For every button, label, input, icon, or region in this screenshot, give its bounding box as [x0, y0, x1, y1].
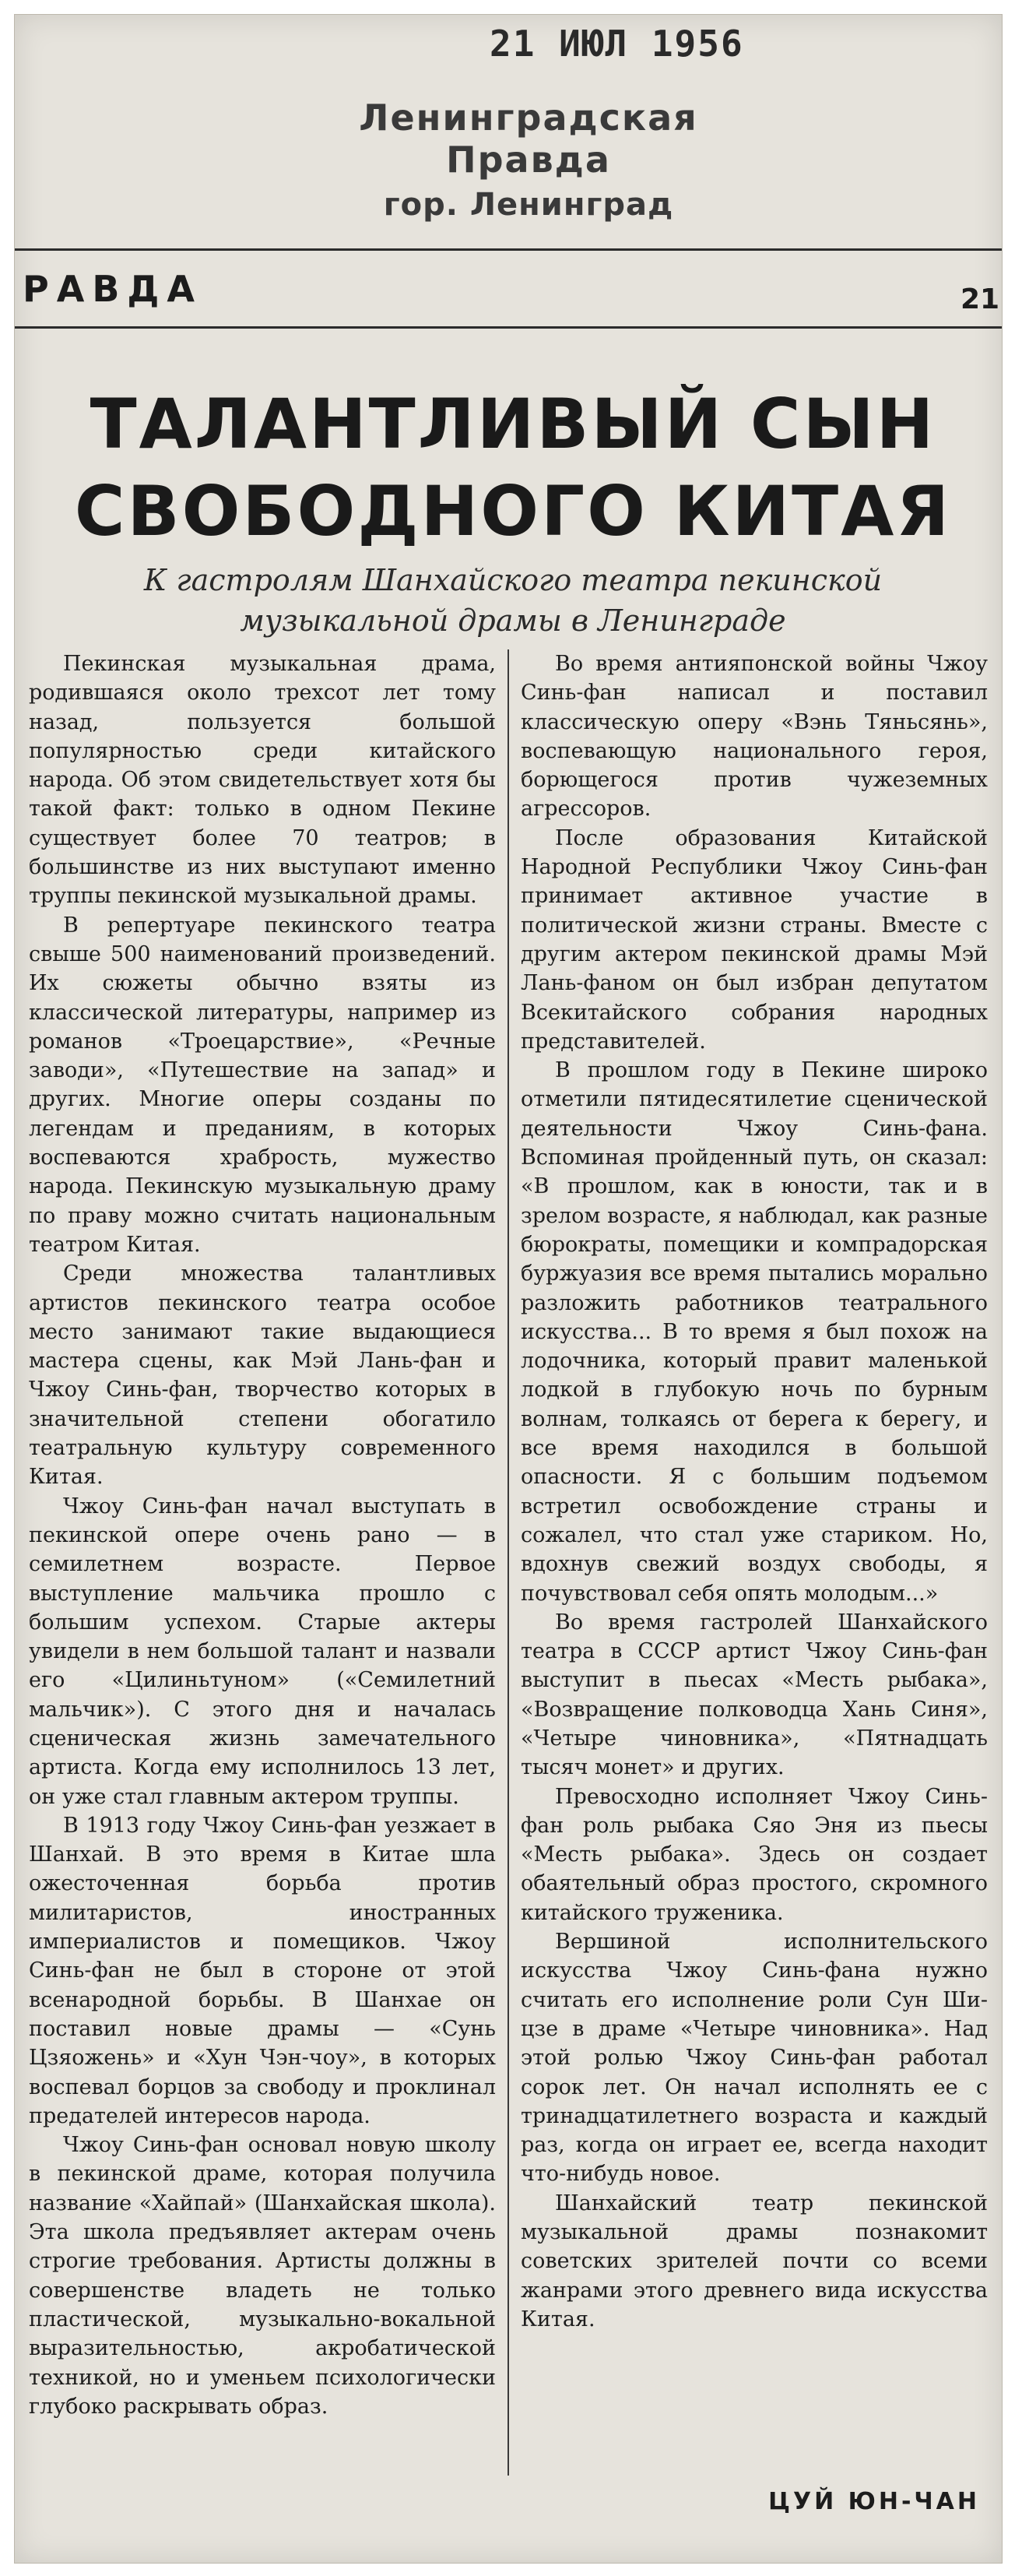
paragraph: Во время антияпонской войны Чжоу Синь-фан написал и поставил классическую оперу «Вэнь Тяньсянь», воспевающую национального героя, борющегося против чужеземных агрессоров. [521, 652, 988, 822]
paragraph: В репертуаре пекинского театра свыше 500 наименований произведений. Их сюжеты обычно взяты из классической литературы, например из романов «Троецарствие», «Речные заводи», «Путешествие на запад» и других. Многие оперы созданы по легендам и преданиям, в которых воспеваются храбрость, мужество народа. Пекинскую музыкальную драму по праву можно считать национальным театром Китая. [29, 913, 496, 1257]
strip-rule [15, 326, 1002, 329]
newspaper-strip-name: РАВДА [23, 268, 202, 310]
paragraph: Превосходно исполняет Чжоу Синь-фан роль рыбака Сяо Эня из пьесы «Месть рыбака». Здесь он создает обаятельный образ простого, скромного китайского труженика. [521, 1784, 988, 1925]
paragraph: Шанхайский театр пекинской музыкальной драмы познакомит советских зрителей почти со всеми жанрами этого древнего вида искусства Китая. [521, 2191, 988, 2331]
column-right [521, 649, 988, 2476]
paragraph: Во время гастролей Шанхайского театра в СССР артист Чжоу Синь-фан выступит в пьесах «Месть рыбака», «Возвращение полководца Хань Синя», «Четыре чиновника», «Пятнадцать тысяч монет» и других. [521, 1610, 988, 1780]
newspaper-name: Ленинградская Правда [359, 97, 698, 181]
headline [61, 381, 964, 555]
subtitle-line-1: К гастролям Шанхайского театра пекинской [143, 563, 883, 597]
subtitle-line-2: музыкальной драмы в Ленинграде [240, 604, 786, 638]
newspaper-strip-date: 21 [961, 283, 1000, 315]
headline-line-2: СВОБОДНОГО КИТАЯ [74, 471, 952, 551]
column-divider [496, 649, 521, 2476]
top-rule [15, 248, 1002, 251]
paragraph: В прошлом году в Пекине широко отметили пятидесятилетие сценической деятельности Чжоу Синь-фана. Вспоминая пройденный путь, он сказал: «В прошлом, как в юности, так и в зрелом возрасте, я наблюдал, как разные бюрократы, помещики и компрадорская буржуазия все время пытались морально разложить работников театрального искусства... В то время я был похож на лодочника, который правит маленькой лодкой в глубокую ночь по бурным волнам, толкаясь от берега к берегу, и все время находился в большой опасности. Я с большим подъемом встретил освобождение страны и сожалел, что стал уже стариком. Но, вдохнув свежий воздух свободы, я почувствовал себя опять молодым...» [521, 1058, 988, 1606]
headline-line-1: ТАЛАНТЛИВЫЙ СЫН [90, 384, 936, 464]
paragraph: Пекинская музыкальная драма, родившаяся около трехсот лет тому назад, пользуется большой популярностью среди китайского народа. Об этом свидетельствует хотя бы такой факт: только в одном Пекине существует более 70 театров; в большинстве из них выступают именно труппы пекинской музыкальной драмы. [29, 652, 496, 909]
date-stamp: 21 ИЮЛ 1956 [490, 23, 744, 65]
paragraph: Вершиной исполнительского искусства Чжоу Синь-фана нужно считать его исполнение роли Сун Ши-цзе в драме «Четыре чиновника». Над этой ролью Чжоу Синь-фан работал сорок лет. Он начал исполнять ее с тринадцатилетнего возраста и каждый раз, когда он играет ее, всегда находит что-нибудь новое. [521, 1930, 988, 2187]
paragraph: В 1913 году Чжоу Синь-фан уезжает в Шанхай. В это время в Китае шла ожесточенная борьба против милитаристов, иностранных империалистов и помещиков. Чжоу Синь-фан не был в стороне от этой всенародной борьбы. В Шанхае он поставил новые драмы — «Сунь Цзяожень» и «Хун Чэн-чоу», в которых воспевал борцов за свободу и проклинал предателей интересов народа. [29, 1813, 496, 2128]
paragraph: Чжоу Синь-фан основал новую школу в пекинской драме, которая получила название «Хайпай» (Шанхайская школа). Эта школа предъявляет актерам очень строгие требования. Артисты должны в совершенстве владеть не только пластической, музыкально-вокальной выразительностью, акробатической техникой, но и уменьем психологически глубоко раскрывать образ. [29, 2133, 496, 2419]
subtitle [132, 560, 894, 641]
author-signature: ЦУЙ ЮН-ЧАН [768, 2488, 980, 2515]
article-body [29, 649, 988, 2476]
paragraph: Чжоу Синь-фан начал выступать в пекинской опере очень рано — в семилетнем возрасте. Первое выступление мальчика прошло с большим успехом. Старые актеры увидели в нем большой талант и назвали его «Цилиньтуном» («Семилетний мальчик»). С этого дня и началась сценическая жизнь замечательного артиста. Когда ему исполнилось 13 лет, он уже стал главным актером труппы. [29, 1494, 496, 1809]
newspaper-city: гор. Ленинград [383, 187, 674, 223]
masthead [279, 97, 778, 223]
column-left [29, 649, 496, 2476]
paragraph: После образования Китайской Народной Республики Чжоу Синь-фан принимает активное участие в политической жизни страны. Вместе с другим актером пекинской драмы Мэй Лань-фаном он был избран депутатом Всекитайского собрания народных представителей. [521, 825, 988, 1054]
paragraph: Среди множества талантливых артистов пекинского театра особое место занимают такие выдающиеся мастера сцены, как Мэй Лань-фан и Чжоу Синь-фан, творчество которых в значительной степени обогатило театральную культуру современного Китая. [29, 1262, 496, 1490]
newspaper-clipping [14, 14, 1003, 2564]
